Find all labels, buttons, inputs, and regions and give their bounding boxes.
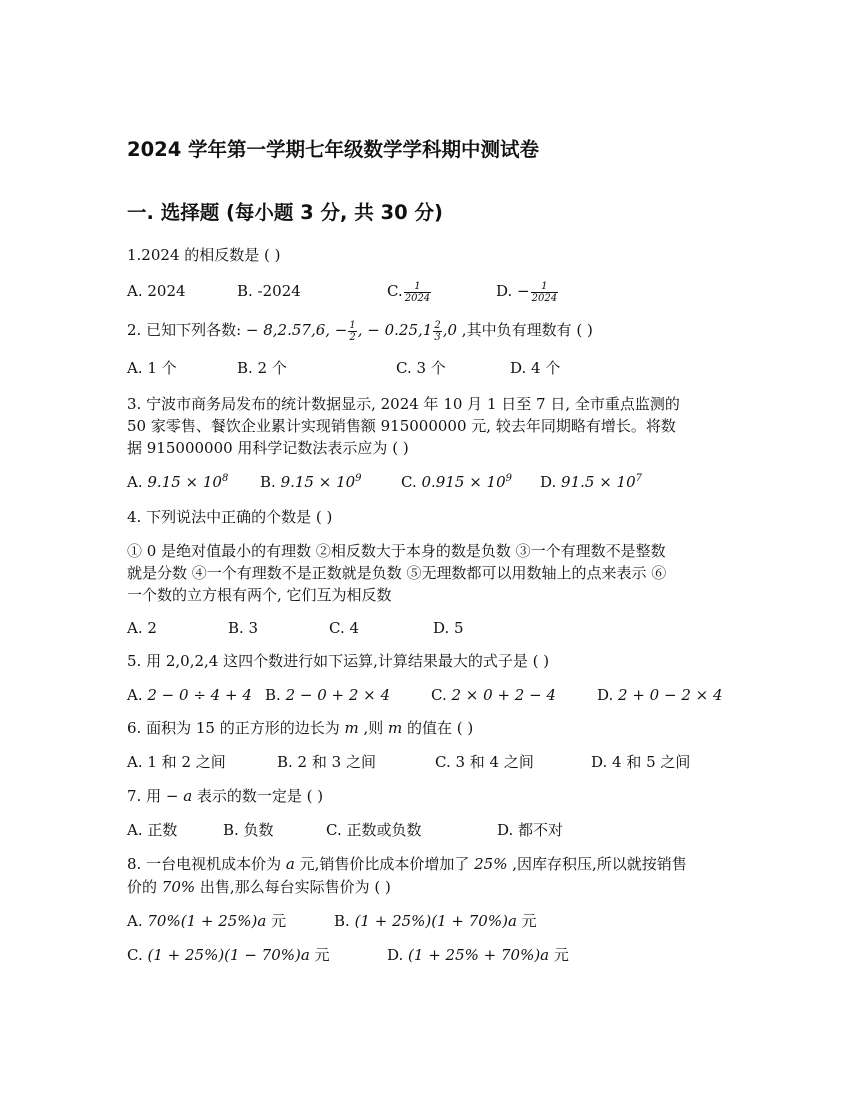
q5-option-d: D. 2 + 0 − 2 × 4 bbox=[597, 686, 723, 704]
q4-option-c: C. 4 bbox=[329, 619, 360, 637]
question-3-line-3: 据 915000000 用科学记数法表示应为 ( ) bbox=[127, 439, 409, 457]
q1-option-d: D. − $\frac{1}{2024}$ bbox=[496, 280, 558, 304]
question-8-line-1: 8. 一台电视机成本价为 a 元,销售价比成本价增加了 25% ,因库存积压,所以就按销售 bbox=[127, 855, 687, 873]
q6-option-c: C. 3 和 4 之间 bbox=[435, 753, 534, 771]
fraction: $\frac{1}{2024}$ bbox=[531, 280, 558, 304]
fraction: $\frac{1}{2}$ bbox=[349, 319, 356, 343]
q7-option-a: A. 正数 bbox=[127, 821, 178, 839]
q7-option-b: B. 负数 bbox=[223, 821, 274, 839]
q8-option-c: C. (1 + 25%)(1 − 70%)a 元 bbox=[127, 946, 330, 964]
q8-option-d: D. (1 + 25% + 70%)a 元 bbox=[387, 946, 569, 964]
question-4-statements-line-3: 一个数的立方根有两个, 它们互为相反数 bbox=[127, 586, 392, 604]
q2-option-a: A. 1 个 bbox=[127, 359, 177, 377]
q4-option-a: A. 2 bbox=[127, 619, 157, 637]
q5-option-a: A. 2 − 0 ÷ 4 + 4 bbox=[127, 686, 252, 704]
q6-option-b: B. 2 和 3 之间 bbox=[277, 753, 376, 771]
q2-option-c: C. 3 个 bbox=[396, 359, 446, 377]
question-2-stem: 2. 已知下列各数: − 8,2.57,6, − $\frac{1}{2}$ , − 0.25,1 $\frac{2}{3}$ ,0 ,其中负有理数有 ( ) bbox=[127, 319, 593, 343]
q7-option-c: C. 正数或负数 bbox=[326, 821, 422, 839]
q3-option-c: C. $0.915 \times 10^9$ bbox=[401, 473, 512, 491]
question-4-statements-line-1: ① 0 是绝对值最小的有理数 ②相反数大于本身的数是负数 ③一个有理数不是整数 bbox=[127, 542, 666, 560]
question-5-stem: 5. 用 2,0,2,4 这四个数进行如下运算,计算结果最大的式子是 ( ) bbox=[127, 652, 550, 670]
q7-option-d: D. 都不对 bbox=[497, 821, 564, 839]
q1-option-c: C. $\frac{1}{2024}$ bbox=[387, 280, 431, 304]
q4-option-b: B. 3 bbox=[228, 619, 259, 637]
q1-option-a: A. 2024 bbox=[127, 282, 186, 300]
q3-option-b: B. $9.15 \times 10^9$ bbox=[260, 473, 362, 491]
mixed-fraction: $\frac{2}{3}$ bbox=[434, 319, 441, 343]
q3-option-d: D. $91.5 \times 10^7$ bbox=[540, 473, 642, 491]
question-3-line-2: 50 家零售、餐饮企业累计实现销售额 915000000 元, 较去年同期略有增长。将数 bbox=[127, 417, 676, 435]
q8-option-b: B. (1 + 25%)(1 + 70%)a 元 bbox=[334, 912, 537, 930]
section-heading: 一. 选择题 (每小题 3 分, 共 30 分) bbox=[127, 201, 443, 224]
question-1-stem: 1.2024 的相反数是 ( ) bbox=[127, 246, 281, 264]
question-6-stem: 6. 面积为 15 的正方形的边长为 m ,则 m 的值在 ( ) bbox=[127, 719, 474, 737]
question-7-stem: 7. 用 − a 表示的数一定是 ( ) bbox=[127, 787, 324, 805]
q2-option-d: D. 4 个 bbox=[510, 359, 561, 377]
q5-option-c: C. 2 × 0 + 2 − 4 bbox=[431, 686, 556, 704]
question-4-stem: 4. 下列说法中正确的个数是 ( ) bbox=[127, 508, 333, 526]
q4-option-d: D. 5 bbox=[433, 619, 464, 637]
q6-option-d: D. 4 和 5 之间 bbox=[591, 753, 691, 771]
q6-option-a: A. 1 和 2 之间 bbox=[127, 753, 226, 771]
question-3-line-1: 3. 宁波市商务局发布的统计数据显示, 2024 年 10 月 1 日至 7 日, 全市重点监测的 bbox=[127, 395, 680, 413]
q5-option-b: B. 2 − 0 + 2 × 4 bbox=[265, 686, 391, 704]
exam-title: 2024 学年第一学期七年级数学学科期中测试卷 bbox=[127, 138, 540, 161]
question-4-statements-line-2: 就是分数 ④一个有理数不是正数就是负数 ⑤无理数都可以用数轴上的点来表示 ⑥ bbox=[127, 564, 667, 582]
question-8-line-2: 价的 70% 出售,那么每台实际售价为 ( ) bbox=[127, 878, 391, 896]
q2-option-b: B. 2 个 bbox=[237, 359, 287, 377]
q8-option-a: A. 70%(1 + 25%)a 元 bbox=[127, 912, 287, 930]
fraction: $\frac{1}{2024}$ bbox=[404, 280, 431, 304]
q1-option-b: B. -2024 bbox=[237, 282, 301, 300]
q3-option-a: A. $9.15 \times 10^8$ bbox=[127, 473, 229, 491]
